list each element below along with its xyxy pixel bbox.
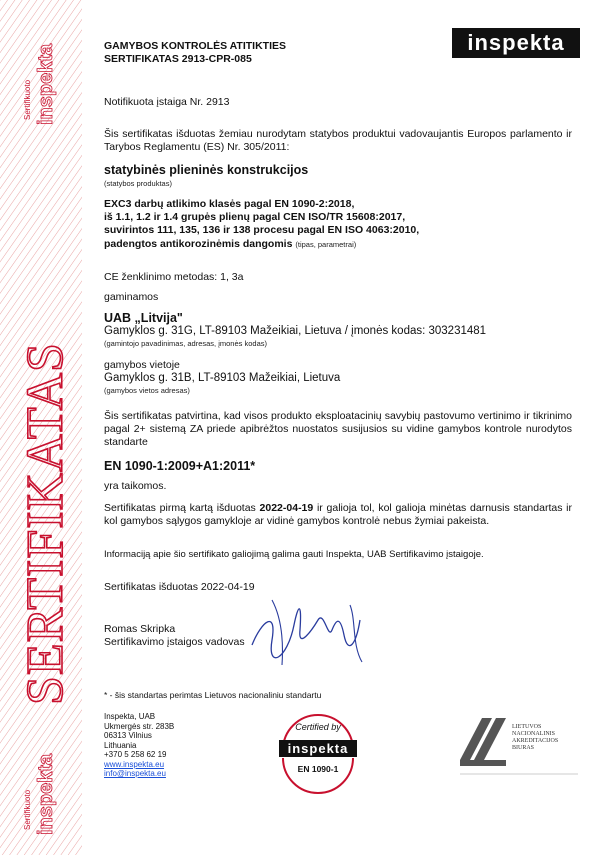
produced-label: gaminamos xyxy=(104,291,159,303)
validity-b: ir galioja tol, kol galioja minėtas darnusis standartas ir kol gamybos sąlygos gamykloje ar vidinė gamybos kontrolė nebus žymiai pakeista. xyxy=(104,502,573,527)
spec-line-3: suvirintos 111, 135, 136 ir 138 procesu pagal EN ISO 4063:2010, xyxy=(104,224,420,237)
side-big-word: SERTIFIKATAS xyxy=(17,342,74,705)
spec-line-4 xyxy=(104,238,419,251)
side-small-top: Sertifikuoto xyxy=(23,79,32,120)
side-brand-bottom: inspekta xyxy=(35,753,57,835)
accreditation-logo xyxy=(460,718,578,780)
title-line-2: SERTIFIKATAS 2913-CPR-085 xyxy=(104,53,252,65)
akred-line-2: NACIONALINIS xyxy=(512,731,555,737)
product-note: (statybos produktas) xyxy=(104,179,172,188)
validity-date: 2022-04-19 xyxy=(259,502,314,514)
product-name: statybinės plieninės konstrukcijos xyxy=(104,163,309,177)
place-note: (gamybos vietos adresas) xyxy=(104,386,190,395)
standard: EN 1090-1:2009+A1:2011* xyxy=(104,459,256,473)
signature xyxy=(232,590,372,670)
sertifikatas-side-band xyxy=(0,0,82,855)
product-specs xyxy=(104,198,419,251)
spec-note: (tipas, parametrai) xyxy=(295,239,357,249)
akred-line-4: BIURAS xyxy=(512,745,535,751)
org-addr-2: 06313 Vilnius xyxy=(104,731,152,740)
org-phone: +370 5 258 62 19 xyxy=(104,750,167,759)
footnote: * - šis standartas perimtas Lietuvos nacionaliniu standartu xyxy=(104,690,322,700)
ce-method: CE ženklinimo metodas: 1, 3a xyxy=(104,271,244,283)
notified-body: Notifikuota įstaiga Nr. 2913 xyxy=(104,96,230,108)
contact-block xyxy=(104,712,174,779)
inspekta-logo: inspekta xyxy=(452,28,580,58)
certified-by-badge xyxy=(277,710,359,798)
signer-name: Romas Skripka xyxy=(104,623,176,635)
validity-text xyxy=(104,502,572,528)
company-name: UAB „Litvija" xyxy=(104,311,183,325)
validity-a: Sertifikatas pirmą kartą išduotas xyxy=(104,502,260,514)
company-note: (gamintojo pavadinimas, adresas, įmonės kodas) xyxy=(104,339,267,348)
akred-line-1: LIETUVOS xyxy=(512,724,542,730)
org-addr-1: Ukmergės str. 283B xyxy=(104,721,175,731)
confirmation-text: Šis sertifikatas patvirtina, kad visos produkto eksploatacinių savybių pastovumo vertinimo ir tikrinimo pagal 2+ sistemą ZA priede apibrėžtos nuostatos susijusios su vidine gamybos kontrole nurodytos standarte xyxy=(104,410,572,448)
signer-title: Sertifikavimo įstaigos vadovas xyxy=(104,636,245,648)
company-address: Gamyklos g. 31G, LT-89103 Mažeikiai, Lietuva / įmonės kodas: 303231481 xyxy=(104,325,487,337)
side-brand-top: inspekta xyxy=(35,43,57,125)
badge-standard: EN 1090-1 xyxy=(297,764,339,774)
badge-top-text: Certified by xyxy=(295,722,341,732)
akred-line-3: AKREDITACIJOS xyxy=(512,738,559,744)
website-link[interactable]: www.inspekta.eu xyxy=(104,759,165,769)
issued-date: Sertifikatas išduotas 2022-04-19 xyxy=(104,581,255,593)
org-country: Lithuania xyxy=(104,740,137,750)
place-label: gamybos vietoje xyxy=(104,359,180,371)
intro-text: Šis sertifikatas išduotas žemiau nurodytam statybos produktui vadovaujantis Europos parlamento ir Tarybos Reglamentu (ES) Nr. 305/2011: xyxy=(104,128,572,153)
side-small-bottom: Sertifikuoto xyxy=(23,789,32,830)
certificate-title xyxy=(104,40,286,66)
email-link[interactable]: info@inspekta.eu xyxy=(104,769,166,778)
org-name: Inspekta, UAB xyxy=(104,712,156,721)
spec-line-4-text: padengtos antikorozinėmis dangomis xyxy=(104,237,293,250)
info-text: Informaciją apie šio sertifikato galiojimą galima gauti Inspekta, UAB Sertifikavimo įstaigoje. xyxy=(104,549,484,560)
spec-line-2: iš 1.1, 1.2 ir 1.4 grupės plienų pagal CEN ISO/TR 15608:2017, xyxy=(104,211,406,224)
badge-brand: inspekta xyxy=(287,741,349,756)
title-line-1: GAMYBOS KONTROLĖS ATITIKTIES xyxy=(104,40,287,52)
applied-text: yra taikomos. xyxy=(104,480,167,492)
place-address: Gamyklos g. 31B, LT-89103 Mažeikiai, Lietuva xyxy=(104,372,341,384)
spec-line-1: EXC3 darbų atlikimo klasės pagal EN 1090-2:2018, xyxy=(104,198,355,210)
